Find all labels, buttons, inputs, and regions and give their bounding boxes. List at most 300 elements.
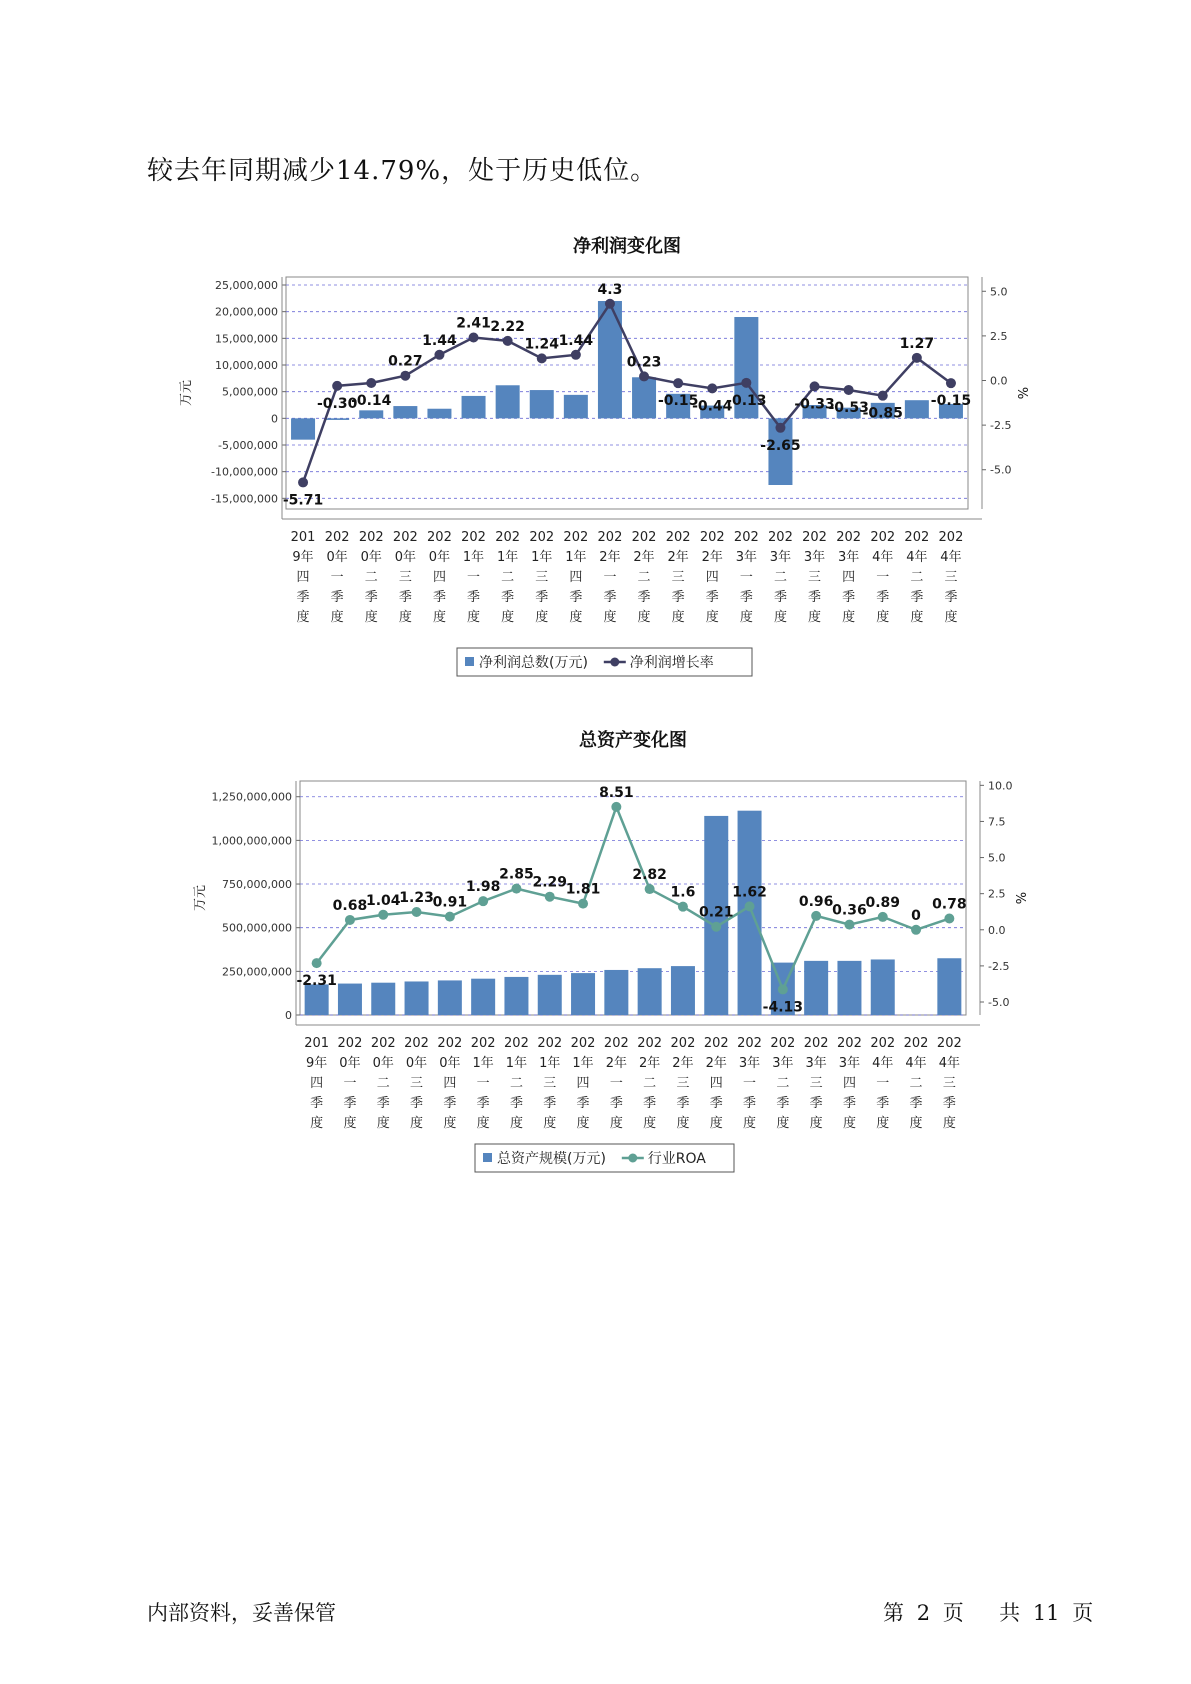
x-tick-label: 202: [670, 1036, 696, 1051]
x-tick-label: 202: [404, 1036, 429, 1051]
bar: [504, 977, 528, 1015]
y-tick-label: 5,000,000: [222, 385, 278, 399]
x-tick-label: 度: [398, 610, 412, 625]
y2-tick-label: -2.5: [988, 959, 1010, 973]
x-tick-label: 二: [909, 1076, 923, 1091]
x-tick-label: 季: [432, 590, 446, 605]
x-tick-label: 季: [676, 1096, 690, 1111]
x-tick-label: 季: [942, 1096, 956, 1111]
bar: [837, 961, 861, 1015]
legend-bar-swatch: [465, 657, 474, 666]
x-tick-label: 202: [699, 530, 725, 545]
bar: [462, 396, 486, 418]
x-tick-label: 202: [836, 530, 862, 545]
line-point: [645, 884, 655, 894]
x-tick-label: 度: [776, 1116, 790, 1131]
x-tick-label: 二: [501, 570, 515, 585]
chart-title: 总资产变化图: [579, 730, 687, 751]
x-tick-label: 1年: [531, 550, 553, 565]
line-point: [445, 912, 455, 922]
x-tick-label: 202: [837, 1036, 862, 1051]
data-label: 1.23: [399, 890, 434, 907]
line-point: [878, 912, 888, 922]
x-tick-label: 度: [310, 1116, 324, 1131]
bar: [371, 983, 395, 1015]
line-point: [366, 378, 376, 388]
x-tick-label: 季: [501, 590, 515, 605]
bar: [359, 410, 383, 418]
y-tick-label: 15,000,000: [215, 332, 278, 346]
bar: [564, 395, 588, 418]
y-tick-label: 1,000,000,000: [211, 834, 292, 848]
x-tick-label: 季: [343, 1096, 357, 1111]
x-tick-label: 202: [461, 530, 486, 545]
x-tick-label: 四: [709, 1076, 723, 1091]
x-tick-label: 202: [324, 530, 350, 545]
line-point: [434, 350, 444, 360]
x-tick-label: 202: [537, 1036, 563, 1051]
data-label: 1.44: [558, 332, 594, 349]
data-label: -0.44: [692, 398, 733, 415]
data-label: 2.22: [490, 318, 525, 335]
line-point: [844, 920, 854, 930]
x-tick-label: 9年: [292, 550, 314, 565]
x-tick-label: 0年: [326, 550, 348, 565]
x-tick-label: 三: [543, 1076, 557, 1091]
x-tick-label: 度: [842, 610, 856, 625]
line-point: [469, 332, 479, 342]
line-point: [711, 922, 721, 932]
x-tick-label: 202: [903, 1036, 929, 1051]
x-tick-label: 202: [437, 1036, 463, 1051]
bar: [604, 970, 628, 1015]
x-tick-label: 0年: [439, 1056, 461, 1071]
line-point: [400, 371, 410, 381]
x-tick-label: 二: [773, 570, 787, 585]
x-tick-label: 度: [376, 1116, 390, 1131]
total-prefix: 共: [999, 1601, 1021, 1625]
x-tick-label: 三: [671, 570, 685, 585]
x-tick-label: 202: [392, 530, 418, 545]
bar: [393, 406, 417, 418]
x-tick-label: 3年: [838, 550, 860, 565]
x-tick-label: 2年: [639, 1056, 661, 1071]
y2-tick-label: 0.0: [990, 374, 1008, 388]
x-tick-label: 二: [364, 570, 378, 585]
x-tick-label: 季: [809, 1096, 823, 1111]
x-tick-label: 季: [609, 1096, 623, 1111]
x-tick-label: 季: [876, 590, 890, 605]
x-tick-label: 202: [870, 530, 896, 545]
x-tick-label: 度: [535, 610, 549, 625]
y-tick-label: 20,000,000: [215, 305, 278, 319]
x-tick-label: 四: [576, 1076, 590, 1091]
y-tick-label: 0: [285, 1009, 292, 1022]
data-label: 0.96: [798, 893, 834, 910]
legend: [475, 1144, 734, 1172]
data-label: -0.15: [657, 393, 699, 410]
data-label: 1.62: [732, 884, 767, 901]
x-tick-label: 二: [376, 1076, 390, 1091]
x-tick-label: 202: [563, 530, 589, 545]
data-label: 0.36: [832, 902, 867, 919]
y-axis-title: 万元: [179, 379, 194, 407]
data-label: -0.13: [726, 392, 767, 409]
x-tick-label: 202: [665, 530, 691, 545]
bar: [496, 385, 520, 418]
x-tick-label: 一: [330, 570, 344, 585]
x-tick-label: 季: [330, 590, 344, 605]
line-point: [578, 899, 588, 909]
x-tick-label: 度: [942, 1116, 956, 1131]
bar: [671, 966, 695, 1015]
line-point: [511, 884, 521, 894]
x-tick-label: 1年: [472, 1056, 494, 1071]
line-point: [946, 378, 956, 388]
bar: [598, 301, 622, 418]
page-num: 2: [916, 1601, 931, 1625]
x-tick-label: 度: [876, 1116, 890, 1131]
x-tick-label: 202: [770, 1036, 796, 1051]
x-tick-label: 度: [543, 1116, 557, 1131]
line-point: [944, 914, 954, 924]
y-tick-label: -10,000,000: [211, 465, 278, 479]
x-tick-label: 一: [609, 1076, 623, 1091]
x-tick-label: 1年: [539, 1056, 561, 1071]
x-tick-label: 度: [743, 1116, 757, 1131]
data-label: 1.44: [422, 332, 457, 349]
y2-axis-title: %: [1015, 891, 1030, 905]
y-tick-label: -5,000,000: [218, 439, 278, 452]
data-label: 0.78: [932, 896, 967, 913]
y2-tick-label: 2.5: [988, 887, 1006, 901]
x-tick-label: 度: [609, 1116, 623, 1131]
data-label: 0.68: [332, 897, 368, 914]
x-tick-label: 2年: [701, 550, 723, 565]
x-tick-label: 202: [936, 1036, 962, 1051]
x-tick-label: 3年: [735, 550, 757, 565]
x-tick-label: 四: [310, 1076, 324, 1091]
y2-tick-label: 7.5: [988, 815, 1006, 829]
x-tick-label: 二: [637, 570, 651, 585]
x-tick-label: 4年: [938, 1056, 960, 1071]
x-tick-label: 四: [842, 1076, 856, 1091]
bar: [638, 968, 662, 1015]
x-tick-label: 季: [467, 590, 481, 605]
x-tick-label: 1年: [505, 1056, 528, 1071]
x-tick-label: 度: [364, 610, 378, 625]
x-tick-label: 二: [509, 1076, 523, 1091]
y-tick-label: 1,250,000,000: [211, 790, 292, 804]
x-tick-label: 季: [509, 1096, 523, 1111]
y-tick-label: -15,000,000: [211, 492, 278, 506]
x-tick-label: 度: [705, 610, 719, 625]
x-tick-label: 2年: [705, 1056, 727, 1071]
line-point: [412, 907, 422, 917]
x-tick-label: 0年: [360, 550, 382, 565]
x-tick-label: 季: [808, 590, 822, 605]
bar: [325, 418, 349, 420]
x-tick-label: 四: [296, 570, 310, 585]
chart-svg: [0, 716, 1191, 1186]
line-point: [810, 381, 820, 391]
line-point: [605, 299, 615, 309]
x-tick-label: 度: [709, 1116, 723, 1131]
x-tick-label: 季: [842, 590, 856, 605]
x-tick-label: 三: [808, 570, 822, 585]
x-tick-label: 二: [643, 1076, 657, 1091]
x-tick-label: 三: [944, 570, 958, 585]
x-tick-label: 度: [330, 610, 344, 625]
x-tick-label: 202: [733, 530, 759, 545]
x-tick-label: 3年: [769, 550, 792, 565]
y2-tick-label: -5.0: [990, 463, 1012, 477]
data-label: 1.98: [465, 879, 501, 896]
x-tick-label: 度: [576, 1116, 590, 1131]
x-tick-label: 202: [803, 1036, 829, 1051]
x-tick-label: 度: [501, 610, 515, 625]
x-tick-label: 202: [603, 1036, 629, 1051]
x-tick-label: 二: [910, 570, 924, 585]
line-point: [537, 353, 547, 363]
x-tick-label: 度: [443, 1116, 457, 1131]
x-tick-label: 季: [443, 1096, 457, 1111]
page-unit: 页: [942, 1601, 964, 1625]
line-point: [911, 925, 921, 935]
x-tick-label: 度: [739, 610, 753, 625]
data-label: -4.13: [762, 999, 804, 1016]
bar: [905, 400, 929, 418]
x-tick-label: 0年: [428, 550, 451, 565]
x-tick-label: 度: [643, 1116, 657, 1131]
line-point: [778, 984, 788, 994]
x-tick-label: 度: [773, 610, 787, 625]
data-label: -0.30: [316, 395, 358, 412]
x-tick-label: 季: [376, 1096, 390, 1111]
x-tick-label: 202: [768, 530, 793, 545]
x-tick-label: 4年: [872, 550, 894, 565]
x-tick-label: 202: [427, 530, 452, 545]
x-tick-label: 季: [842, 1096, 856, 1111]
x-tick-label: 度: [569, 610, 583, 625]
line-point: [378, 910, 388, 920]
footer-page-number: [883, 1597, 1093, 1627]
x-tick-label: 三: [676, 1076, 690, 1091]
data-label: -0.85: [862, 405, 903, 422]
x-tick-label: 四: [432, 570, 446, 585]
legend-line-label: 净利润增长率: [629, 655, 714, 671]
x-tick-label: 季: [476, 1096, 490, 1111]
x-tick-label: 度: [944, 610, 958, 625]
y2-tick-label: -2.5: [990, 419, 1012, 433]
x-tick-label: 4年: [872, 1056, 894, 1071]
x-tick-label: 度: [476, 1116, 490, 1131]
data-label: 0.27: [388, 353, 423, 370]
x-tick-label: 1年: [462, 550, 485, 565]
y2-tick-label: -5.0: [988, 996, 1010, 1009]
bar: [530, 390, 554, 418]
page-prefix: 第: [883, 1601, 904, 1625]
x-tick-label: 2年: [605, 1056, 627, 1071]
data-label: 8.51: [599, 784, 634, 801]
x-tick-label: 季: [876, 1096, 890, 1111]
x-tick-label: 季: [535, 590, 549, 605]
x-tick-label: 一: [476, 1076, 490, 1091]
x-tick-label: 9年: [306, 1056, 328, 1071]
x-tick-label: 201: [304, 1036, 330, 1051]
data-label: 1.81: [565, 881, 601, 898]
bar: [405, 981, 429, 1015]
x-tick-label: 四: [569, 570, 583, 585]
x-tick-label: 度: [410, 1116, 424, 1131]
data-label: -0.14: [351, 393, 392, 410]
x-tick-label: 3年: [838, 1056, 861, 1071]
data-label: -2.65: [760, 437, 801, 454]
bar: [471, 979, 495, 1015]
x-tick-label: 0年: [372, 1056, 394, 1071]
x-tick-label: 202: [631, 530, 657, 545]
x-tick-label: 度: [910, 610, 924, 625]
bar: [427, 409, 451, 419]
x-tick-label: 一: [876, 1076, 890, 1091]
x-tick-label: 度: [296, 610, 310, 625]
bar: [871, 959, 895, 1015]
x-tick-label: 202: [470, 1036, 496, 1051]
chart-svg: [0, 222, 1191, 682]
x-tick-label: 202: [504, 1036, 529, 1051]
y-tick-label: 0: [271, 412, 278, 426]
line-point: [844, 385, 854, 395]
x-tick-label: 季: [603, 590, 617, 605]
data-label: 1.24: [524, 336, 560, 353]
x-tick-label: 季: [310, 1096, 324, 1111]
x-tick-label: 一: [739, 570, 753, 585]
x-tick-label: 度: [432, 610, 446, 625]
x-tick-label: 季: [637, 590, 651, 605]
x-tick-label: 202: [337, 1036, 363, 1051]
x-tick-label: 季: [743, 1096, 757, 1111]
x-tick-label: 三: [410, 1076, 424, 1091]
x-tick-label: 季: [773, 590, 787, 605]
x-tick-label: 2年: [633, 550, 655, 565]
x-tick-label: 一: [876, 570, 890, 585]
line-point: [741, 378, 751, 388]
x-tick-label: 季: [910, 590, 924, 605]
x-tick-label: 4年: [905, 1056, 927, 1071]
x-tick-label: 一: [467, 570, 481, 585]
y-tick-label: 250,000,000: [222, 965, 292, 979]
x-tick-label: 3年: [738, 1056, 761, 1071]
bar: [632, 377, 656, 418]
total-assets-chart: [0, 716, 1191, 1186]
legend-line-marker: [610, 658, 619, 667]
y2-tick-label: 2.5: [990, 329, 1008, 343]
data-label: 4.3: [597, 281, 623, 298]
x-tick-label: 季: [739, 590, 753, 605]
x-tick-label: 四: [705, 570, 719, 585]
x-tick-label: 202: [737, 1036, 762, 1051]
data-label: -5.71: [282, 492, 324, 509]
data-label: 2.82: [632, 867, 667, 884]
line-point: [707, 383, 717, 393]
x-tick-label: 三: [809, 1076, 823, 1091]
y-tick-label: 750,000,000: [222, 878, 292, 892]
data-label: 0.89: [865, 894, 901, 911]
x-tick-label: 季: [296, 590, 310, 605]
x-tick-label: 度: [876, 610, 890, 625]
x-tick-label: 度: [467, 610, 481, 625]
data-label: 1.6: [670, 884, 696, 901]
line-point: [571, 350, 581, 360]
legend-line-label: 行业ROA: [647, 1151, 706, 1167]
x-tick-label: 季: [576, 1096, 590, 1111]
x-tick-label: 季: [543, 1096, 557, 1111]
line-point: [503, 336, 513, 346]
x-tick-label: 4年: [906, 550, 928, 565]
bar: [291, 418, 315, 439]
intro-paragraph: 较去年同期减少14.79%，处于历史低位。: [147, 156, 658, 186]
data-label: 0.91: [432, 894, 468, 911]
x-tick-label: 4年: [940, 550, 962, 565]
bar: [338, 984, 362, 1015]
x-tick-label: 季: [709, 1096, 723, 1111]
x-tick-label: 202: [370, 1036, 396, 1051]
x-tick-label: 0年: [394, 550, 416, 565]
x-tick-label: 度: [671, 610, 685, 625]
x-tick-label: 1年: [572, 1056, 594, 1071]
y-tick-label: 25,000,000: [215, 279, 278, 292]
line-point: [312, 958, 322, 968]
line-point: [811, 911, 821, 921]
x-tick-label: 0年: [339, 1056, 361, 1071]
x-tick-label: 202: [529, 530, 555, 545]
bar: [438, 980, 462, 1015]
x-tick-label: 3年: [803, 550, 826, 565]
x-tick-label: 度: [676, 1116, 690, 1131]
data-label: 1.04: [365, 892, 401, 909]
x-tick-label: 一: [343, 1076, 357, 1091]
x-tick-label: 202: [358, 530, 384, 545]
bar: [804, 961, 828, 1015]
data-label: -0.53: [828, 399, 869, 416]
line-point: [639, 371, 649, 381]
x-tick-label: 1年: [497, 550, 519, 565]
y2-axis-title: %: [1017, 386, 1032, 400]
line-point: [678, 902, 688, 912]
x-tick-label: 二: [776, 1076, 790, 1091]
x-tick-label: 0年: [405, 1056, 428, 1071]
x-tick-label: 四: [443, 1076, 457, 1091]
data-label: 2.41: [456, 315, 491, 332]
x-tick-label: 度: [842, 1116, 856, 1131]
footer-confidential-note: 内部资料，妥善保管: [147, 1601, 336, 1625]
bar: [571, 973, 595, 1015]
x-tick-label: 季: [671, 590, 685, 605]
y-tick-label: 10,000,000: [215, 359, 278, 372]
line-point: [611, 802, 621, 812]
x-tick-label: 三: [942, 1076, 956, 1091]
x-tick-label: 3年: [805, 1056, 827, 1071]
line-point: [332, 381, 342, 391]
x-tick-label: 三: [398, 570, 412, 585]
x-tick-label: 四: [842, 570, 856, 585]
y-tick-label: 500,000,000: [222, 921, 292, 935]
legend-bar-label: 总资产规模(万元): [497, 1151, 606, 1167]
x-tick-label: 202: [703, 1036, 729, 1051]
legend: [457, 648, 752, 676]
x-tick-label: 3年: [772, 1056, 794, 1071]
total-num: 11: [1032, 1601, 1060, 1625]
